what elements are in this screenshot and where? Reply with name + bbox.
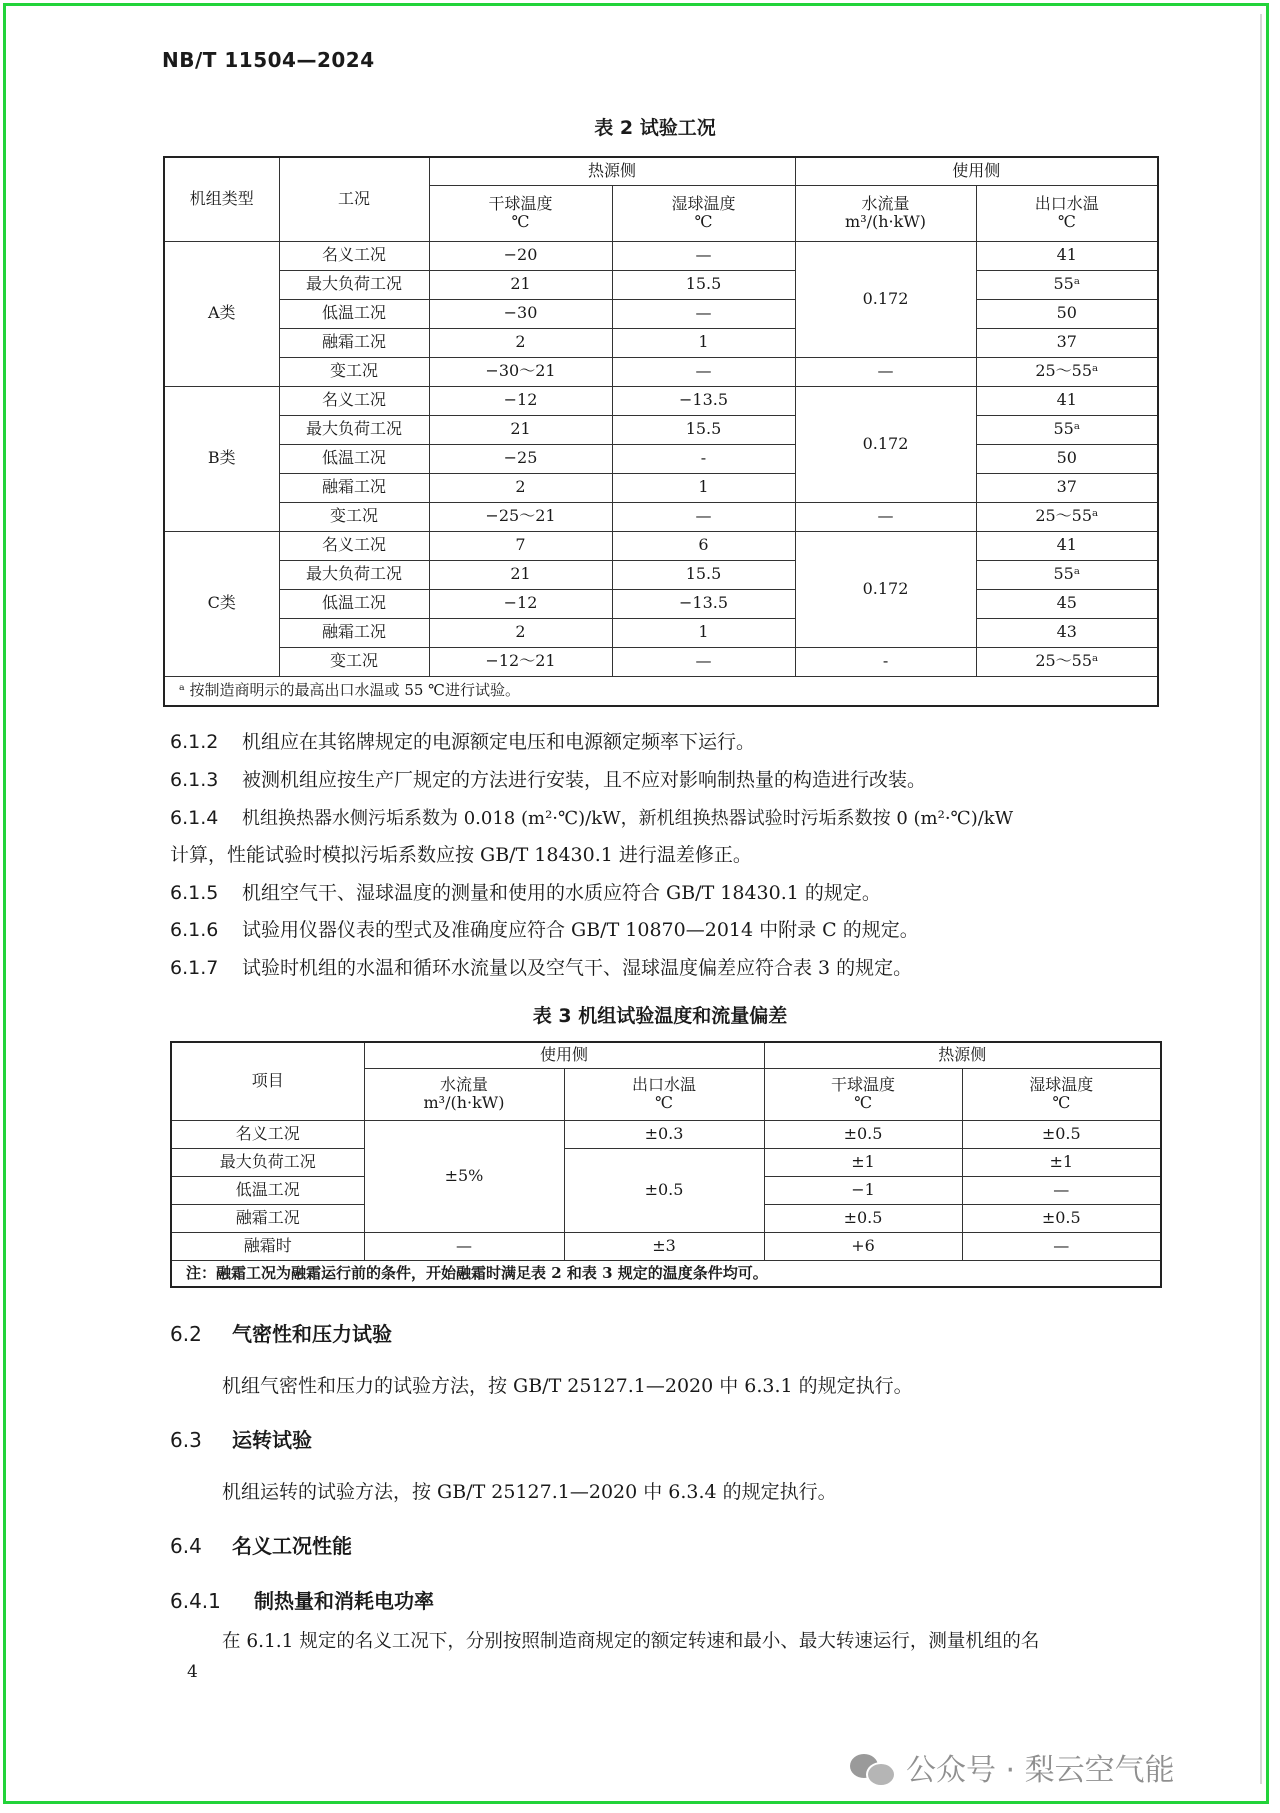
cell-out: 25～55ᵃ (976, 502, 1158, 531)
cell-out: 25～55ᵃ (976, 647, 1158, 676)
cell-condition: 低温工况 (279, 589, 429, 618)
cell-wet: 1 (612, 473, 795, 502)
cell-dry: +6 (764, 1232, 962, 1260)
cell-dry: −25 (429, 444, 612, 473)
cell-condition: 变工况 (279, 647, 429, 676)
cell-wet: 6 (612, 531, 795, 560)
section-6-2-body: 机组气密性和压力的试验方法，按 GB/T 25127.1—2020 中 6.3.1 的规定执行。 (222, 1375, 913, 1397)
section-6-3-heading (170, 1424, 312, 1453)
cell-wet: — (612, 241, 795, 270)
cell-out: ±3 (564, 1232, 764, 1260)
cell-item: 融霜时 (171, 1232, 364, 1260)
th-dry-bulb: 干球温度 ℃ (429, 185, 612, 241)
cell-out: ±0.3 (564, 1120, 764, 1148)
section-6-3-body: 机组运转的试验方法，按 GB/T 25127.1—2020 中 6.3.4 的规定执行。 (222, 1481, 837, 1503)
section-title: 运转试验 (232, 1428, 312, 1452)
cell-dry: 2 (429, 328, 612, 357)
group-label: C类 (164, 531, 279, 676)
clause-text: 试验用仪器仪表的型式及准确度应符合 GB/T 10870—2014 中附录 C 的规定。 (242, 919, 919, 941)
table3 (170, 1041, 1162, 1288)
cell-out: 41 (976, 241, 1158, 270)
cell-dry: 2 (429, 473, 612, 502)
cell-dry: −12 (429, 386, 612, 415)
cell-wet: 15.5 (612, 270, 795, 299)
table-row (164, 328, 1158, 357)
table2-footnote: ᵃ 按制造商明示的最高出口水温或 55 ℃进行试验。 (164, 676, 1158, 706)
cell-dry: 21 (429, 270, 612, 299)
cell-out: 37 (976, 473, 1158, 502)
table-row (164, 357, 1158, 386)
cell-wet: 15.5 (612, 415, 795, 444)
clause-text: 试验时机组的水温和循环水流量以及空气干、湿球温度偏差应符合表 3 的规定。 (242, 957, 913, 979)
th-wet-bulb: 湿球温度 ℃ (962, 1068, 1161, 1120)
cell-out: 45 (976, 589, 1158, 618)
table3-note: 注：融霜工况为融霜运行前的条件，开始融霜时满足表 2 和表 3 规定的温度条件均可。 (171, 1260, 1161, 1287)
clause-number: 6.1.5 (170, 882, 219, 904)
section-number: 6.4 (170, 1534, 202, 1558)
th-water-flow: 水流量 m³/(h·kW) (364, 1068, 564, 1120)
th-outlet-temp: 出口水温 ℃ (976, 185, 1158, 241)
cell-out: 55ᵃ (976, 560, 1158, 589)
clause-text: 机组换热器水侧污垢系数为 0.018 (m²·℃)/kW，新机组换热器试验时污垢系数按 0 (m²·℃)/kW (242, 808, 1014, 829)
cell-out: ±0.5 (564, 1148, 764, 1232)
cell-wet: - (612, 444, 795, 473)
table3-title: 表 3 机组试验温度和流量偏差 (532, 1005, 788, 1027)
table-row (171, 1120, 1161, 1148)
cell-dry: 21 (429, 415, 612, 444)
cell-out: 25～55ᵃ (976, 357, 1158, 386)
clause-number: 6.1.4 (170, 807, 219, 829)
clause-6-1-5 (170, 881, 1170, 906)
cell-flow: — (795, 357, 976, 386)
cell-dry: ±0.5 (764, 1204, 962, 1232)
cell-condition: 低温工况 (279, 299, 429, 328)
cell-dry: 2 (429, 618, 612, 647)
cell-wet: −13.5 (612, 589, 795, 618)
cell-condition: 变工况 (279, 357, 429, 386)
th-condition: 工况 (279, 157, 429, 241)
cell-item: 名义工况 (171, 1120, 364, 1148)
cell-wet: — (962, 1176, 1161, 1204)
cell-out: 43 (976, 618, 1158, 647)
cell-out: 41 (976, 386, 1158, 415)
section-title: 气密性和压力试验 (232, 1322, 392, 1346)
table-row (164, 299, 1158, 328)
cell-item: 融霜工况 (171, 1204, 364, 1232)
table-row (164, 415, 1158, 444)
cell-condition: 名义工况 (279, 241, 429, 270)
th-use-side: 使用侧 (364, 1042, 764, 1068)
cell-condition: 名义工况 (279, 386, 429, 415)
cell-dry: ±1 (764, 1148, 962, 1176)
cell-out: 41 (976, 531, 1158, 560)
table-row (164, 386, 1158, 415)
table-row (164, 589, 1158, 618)
cell-wet: 1 (612, 618, 795, 647)
cell-condition: 融霜工况 (279, 328, 429, 357)
cell-dry: −30～21 (429, 357, 612, 386)
table2 (163, 156, 1159, 707)
cell-flow: - (795, 647, 976, 676)
wechat-icon (850, 1750, 894, 1784)
cell-flow: 0.172 (795, 241, 976, 357)
table-row (164, 560, 1158, 589)
cell-dry: 21 (429, 560, 612, 589)
cell-wet: — (612, 647, 795, 676)
watermark-text: 公众号 · 梨云空气能 (906, 1753, 1175, 1788)
cell-flow: 0.172 (795, 531, 976, 647)
th-dry-bulb: 干球温度 ℃ (764, 1068, 962, 1120)
cell-out: 55ᵃ (976, 270, 1158, 299)
section-title: 制热量和消耗电功率 (254, 1589, 434, 1613)
group-label: A类 (164, 241, 279, 386)
cell-wet: — (962, 1232, 1161, 1260)
clause-number: 6.1.2 (170, 731, 219, 753)
table-row (164, 618, 1158, 647)
clause-6-1-4 (170, 806, 1170, 831)
clause-number: 6.1.7 (170, 957, 219, 979)
standard-number: NB/T 11504—2024 (162, 48, 375, 72)
page-number: 4 (187, 1662, 198, 1682)
section-6-4-1-body: 在 6.1.1 规定的名义工况下，分别按照制造商规定的额定转速和最小、最大转速运行，测量机组的名 (222, 1631, 1040, 1652)
clause-number: 6.1.6 (170, 919, 219, 941)
page-edge-line (1260, 14, 1262, 1784)
cell-flow: ±5% (364, 1120, 564, 1232)
table-row (171, 1232, 1161, 1260)
section-number: 6.4.1 (170, 1589, 221, 1613)
section-number: 6.2 (170, 1322, 202, 1346)
watermark (850, 1745, 1175, 1789)
clause-text: 机组空气干、湿球温度的测量和使用的水质应符合 GB/T 18430.1 的规定。 (242, 882, 881, 904)
cell-flow: 0.172 (795, 386, 976, 502)
table-row (164, 270, 1158, 299)
table-row (164, 241, 1158, 270)
section-6-4-1-heading (170, 1585, 434, 1614)
section-6-4-heading (170, 1530, 352, 1559)
cell-wet: −13.5 (612, 386, 795, 415)
cell-out: 37 (976, 328, 1158, 357)
th-item: 项目 (171, 1042, 364, 1120)
cell-condition: 融霜工况 (279, 618, 429, 647)
cell-dry: 7 (429, 531, 612, 560)
th-outlet-temp: 出口水温 ℃ (564, 1068, 764, 1120)
clause-6-1-2 (170, 730, 1170, 755)
table2-title: 表 2 试验工况 (594, 117, 716, 139)
cell-condition: 融霜工况 (279, 473, 429, 502)
section-6-2-heading (170, 1318, 392, 1347)
clause-6-1-7 (170, 956, 1170, 981)
table-row (164, 444, 1158, 473)
table-row (164, 531, 1158, 560)
cell-dry: −1 (764, 1176, 962, 1204)
cell-out: 50 (976, 444, 1158, 473)
table-row (164, 502, 1158, 531)
th-heat-source-side: 热源侧 (429, 157, 795, 185)
th-unit-type: 机组类型 (164, 157, 279, 241)
cell-condition: 名义工况 (279, 531, 429, 560)
cell-wet: ±1 (962, 1148, 1161, 1176)
cell-condition: 最大负荷工况 (279, 415, 429, 444)
cell-dry: −25～21 (429, 502, 612, 531)
cell-dry: −30 (429, 299, 612, 328)
cell-out: 55ᵃ (976, 415, 1158, 444)
cell-wet: ±0.5 (962, 1204, 1161, 1232)
th-wet-bulb: 湿球温度 ℃ (612, 185, 795, 241)
clause-6-1-4-cont: 计算，性能试验时模拟污垢系数应按 GB/T 18430.1 进行温差修正。 (170, 844, 752, 866)
clause-text: 机组应在其铭牌规定的电源额定电压和电源额定频率下运行。 (242, 731, 756, 753)
th-heat-source-side: 热源侧 (764, 1042, 1161, 1068)
cell-wet: 15.5 (612, 560, 795, 589)
table-row (164, 473, 1158, 502)
cell-item: 最大负荷工况 (171, 1148, 364, 1176)
cell-condition: 低温工况 (279, 444, 429, 473)
section-number: 6.3 (170, 1428, 202, 1452)
cell-flow: — (364, 1232, 564, 1260)
cell-wet: — (612, 299, 795, 328)
cell-dry: −12～21 (429, 647, 612, 676)
th-water-flow: 水流量 m³/(h·kW) (795, 185, 976, 241)
cell-wet: — (612, 357, 795, 386)
cell-wet: — (612, 502, 795, 531)
cell-wet: 1 (612, 328, 795, 357)
table-row (171, 1148, 1161, 1176)
cell-condition: 最大负荷工况 (279, 560, 429, 589)
clause-number: 6.1.3 (170, 769, 219, 791)
clause-text: 被测机组应按生产厂规定的方法进行安装，且不应对影响制热量的构造进行改装。 (242, 769, 927, 791)
clause-6-1-6 (170, 918, 1170, 943)
cell-condition: 变工况 (279, 502, 429, 531)
cell-item: 低温工况 (171, 1176, 364, 1204)
cell-condition: 最大负荷工况 (279, 270, 429, 299)
th-use-side: 使用侧 (795, 157, 1158, 185)
cell-dry: −20 (429, 241, 612, 270)
cell-dry: ±0.5 (764, 1120, 962, 1148)
table-row (164, 647, 1158, 676)
group-label: B类 (164, 386, 279, 531)
cell-wet: ±0.5 (962, 1120, 1161, 1148)
clause-6-1-3 (170, 768, 1170, 793)
cell-flow: — (795, 502, 976, 531)
cell-dry: −12 (429, 589, 612, 618)
cell-out: 50 (976, 299, 1158, 328)
section-title: 名义工况性能 (232, 1534, 352, 1558)
